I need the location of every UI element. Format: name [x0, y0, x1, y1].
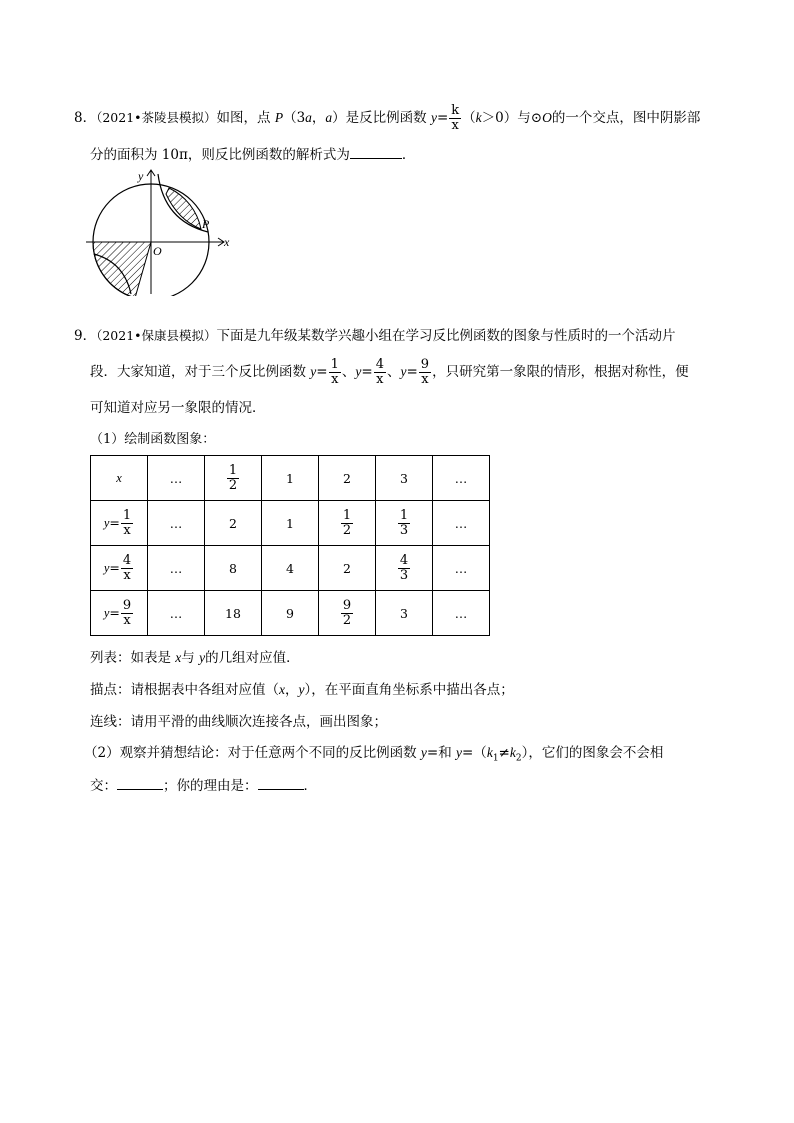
q9-text: ），它们的图象会不会相	[521, 745, 664, 761]
table-header-x: x	[91, 456, 148, 501]
var-y: y	[420, 745, 427, 760]
frac-num: 4	[399, 552, 409, 568]
frac-num: 1	[122, 507, 132, 523]
frac-num: k	[451, 103, 460, 118]
var-o: O	[542, 110, 552, 125]
q9-text: =和	[426, 745, 456, 761]
table-cell: 18	[205, 591, 262, 636]
separator: 、	[341, 364, 356, 380]
q9-part1	[90, 430, 215, 450]
q9-text: 描点：请根据表中各组对应值（	[90, 682, 279, 698]
frac-den: 2	[342, 612, 352, 628]
frac-den: x	[421, 372, 429, 387]
y-axis-label: y	[138, 169, 144, 183]
table-row	[91, 501, 490, 546]
table-cell: …	[148, 456, 205, 501]
frac-den: x	[123, 567, 131, 583]
answer-blank[interactable]	[258, 775, 304, 790]
fraction-1-over-x	[329, 358, 341, 387]
table-cell: …	[148, 546, 205, 591]
table-cell: …	[148, 591, 205, 636]
var-y: y	[310, 364, 317, 379]
answer-blank[interactable]	[350, 144, 402, 159]
subscript: 2	[515, 753, 522, 764]
table-cell: …	[433, 546, 490, 591]
not-equal: ≠	[498, 745, 510, 761]
q9-plot-line	[90, 680, 514, 700]
q8-line2	[90, 144, 415, 165]
q9-number: 9．	[74, 328, 97, 344]
frac-den: x	[123, 522, 131, 538]
q8-source: （2021•茶陵县模拟）	[96, 110, 217, 125]
var-y: y	[103, 515, 110, 530]
q8-text: 是反比例函数	[345, 110, 431, 126]
frac-num: 9	[420, 357, 430, 372]
q8-figure	[86, 166, 236, 296]
q9-line3	[90, 398, 266, 418]
frac-num: 4	[122, 552, 132, 568]
q8-coords: （3	[283, 110, 306, 126]
equals: =	[109, 559, 120, 575]
frac-den: 2	[228, 477, 238, 493]
paren: （	[462, 110, 476, 126]
var-y: y	[400, 364, 407, 379]
q9-text: ，只研究第一象限的情形，根据对称性，便	[432, 364, 689, 380]
var-k: k	[475, 110, 482, 125]
table-cell: 3	[376, 456, 433, 501]
q9-text: 段．大家知道，对于三个反比例函数	[90, 364, 311, 380]
q8-text: 的一个交点，图中阴影部	[551, 110, 701, 126]
table-cell	[205, 456, 262, 501]
var-x: x	[279, 682, 285, 697]
q9-text: 交：	[90, 778, 117, 794]
q8-text: 分的面积为 10π，则反比例函数的解析式为	[90, 147, 350, 163]
table-cell: 2	[205, 501, 262, 546]
table-row	[91, 546, 490, 591]
table-cell: …	[433, 456, 490, 501]
comma: ，	[285, 682, 299, 698]
table-cell	[376, 501, 433, 546]
origin-label: O	[153, 244, 162, 258]
equals: =	[109, 514, 120, 530]
table-row	[91, 456, 490, 501]
q8-line1	[74, 104, 700, 133]
frac-num: 1	[342, 507, 352, 523]
table-cell	[376, 546, 433, 591]
value-table	[90, 455, 490, 636]
table-cell: …	[433, 501, 490, 546]
fraction-9-over-x	[419, 358, 431, 387]
q9-text: 下面是九年级某数学兴趣小组在学习反比例函数的图象与性质时的一个活动片	[216, 328, 676, 344]
frac-den: 3	[399, 567, 409, 583]
var-a: a	[305, 110, 312, 125]
table-header-func	[91, 501, 148, 546]
q9-text: （2）观察并猜想结论：对于任意两个不同的反比例函数	[84, 745, 421, 761]
table-cell: 1	[262, 501, 319, 546]
q9-connect-line	[90, 712, 387, 732]
fraction-4-over-x	[374, 358, 386, 387]
equals: =	[316, 364, 328, 380]
frac-den: x	[451, 118, 459, 133]
frac-den: x	[123, 612, 131, 628]
table-cell: 1	[262, 456, 319, 501]
table-header-func	[91, 546, 148, 591]
q9-text: ），在平面直角坐标系中描出各点；	[304, 682, 514, 698]
q9-list-line	[90, 648, 300, 668]
x-axis-label: x	[224, 235, 230, 249]
frac-num: 4	[375, 357, 384, 372]
q9-line1	[74, 326, 676, 346]
equals: =	[406, 364, 418, 380]
table-cell: 4	[262, 546, 319, 591]
frac-num: 1	[330, 357, 339, 372]
q9-source: （2021•保康县模拟）	[96, 328, 217, 343]
var-x: x	[175, 650, 182, 665]
frac-den: 3	[399, 522, 409, 538]
frac-num: 1	[399, 507, 409, 523]
equals: =	[361, 364, 373, 380]
frac-num: 1	[228, 462, 238, 478]
q9-last-line	[90, 775, 317, 796]
table-row	[91, 591, 490, 636]
paren: ）	[332, 110, 346, 126]
q9-text: 与	[181, 650, 200, 666]
q9-text: =（	[462, 745, 487, 761]
separator: 、	[386, 364, 401, 380]
table-cell: …	[433, 591, 490, 636]
q9-line2	[90, 358, 689, 387]
equals: =	[436, 110, 449, 126]
table-cell	[319, 501, 376, 546]
q9-part2-line	[84, 743, 663, 769]
subscript: 1	[492, 753, 499, 764]
answer-blank[interactable]	[117, 775, 163, 790]
point-p-label: P	[202, 217, 210, 231]
table-header-func	[91, 591, 148, 636]
table-cell: 2	[319, 546, 376, 591]
q8-number: 8．	[74, 110, 97, 126]
q9-text: 列表：如表是	[90, 650, 176, 666]
frac-den: x	[331, 372, 339, 387]
table-cell: 3	[376, 591, 433, 636]
point-p: P	[274, 110, 284, 125]
var-y: y	[430, 110, 437, 125]
frac-num: 9	[122, 597, 132, 613]
var-k: k	[509, 745, 516, 760]
frac-den: x	[376, 372, 384, 387]
var-y: y	[456, 745, 462, 760]
q8-text: ＞0）与⊙	[481, 110, 543, 126]
q8-text: 如图，点	[216, 110, 275, 126]
table-cell: 9	[262, 591, 319, 636]
var-y: y	[355, 364, 362, 379]
equals: =	[109, 604, 120, 620]
var-k: k	[486, 745, 493, 760]
comma: ，	[311, 110, 326, 126]
part1-title: （1）绘制函数图象：	[90, 432, 216, 447]
table-cell: 8	[205, 546, 262, 591]
period: ．	[303, 778, 317, 794]
period: ．	[401, 147, 416, 163]
frac-num: 9	[342, 597, 352, 613]
table-cell	[319, 591, 376, 636]
var-y: y	[298, 682, 305, 697]
shaded-region-lower	[93, 242, 151, 296]
q9-text: 连线：请用平滑的曲线顺次连接各点，画出图象；	[90, 714, 387, 730]
var-y: y	[103, 560, 110, 575]
table-cell: 2	[319, 456, 376, 501]
q9-text: ；你的理由是：	[163, 778, 258, 794]
table-cell: …	[148, 501, 205, 546]
q9-text: 可知道对应另一象限的情况．	[90, 400, 266, 416]
fraction-k-over-x	[449, 104, 461, 133]
var-y: y	[103, 605, 110, 620]
var-y: y	[199, 650, 206, 665]
q9-text: 的几组对应值．	[205, 650, 300, 666]
var-a: a	[325, 110, 333, 125]
frac-den: 2	[342, 522, 352, 538]
